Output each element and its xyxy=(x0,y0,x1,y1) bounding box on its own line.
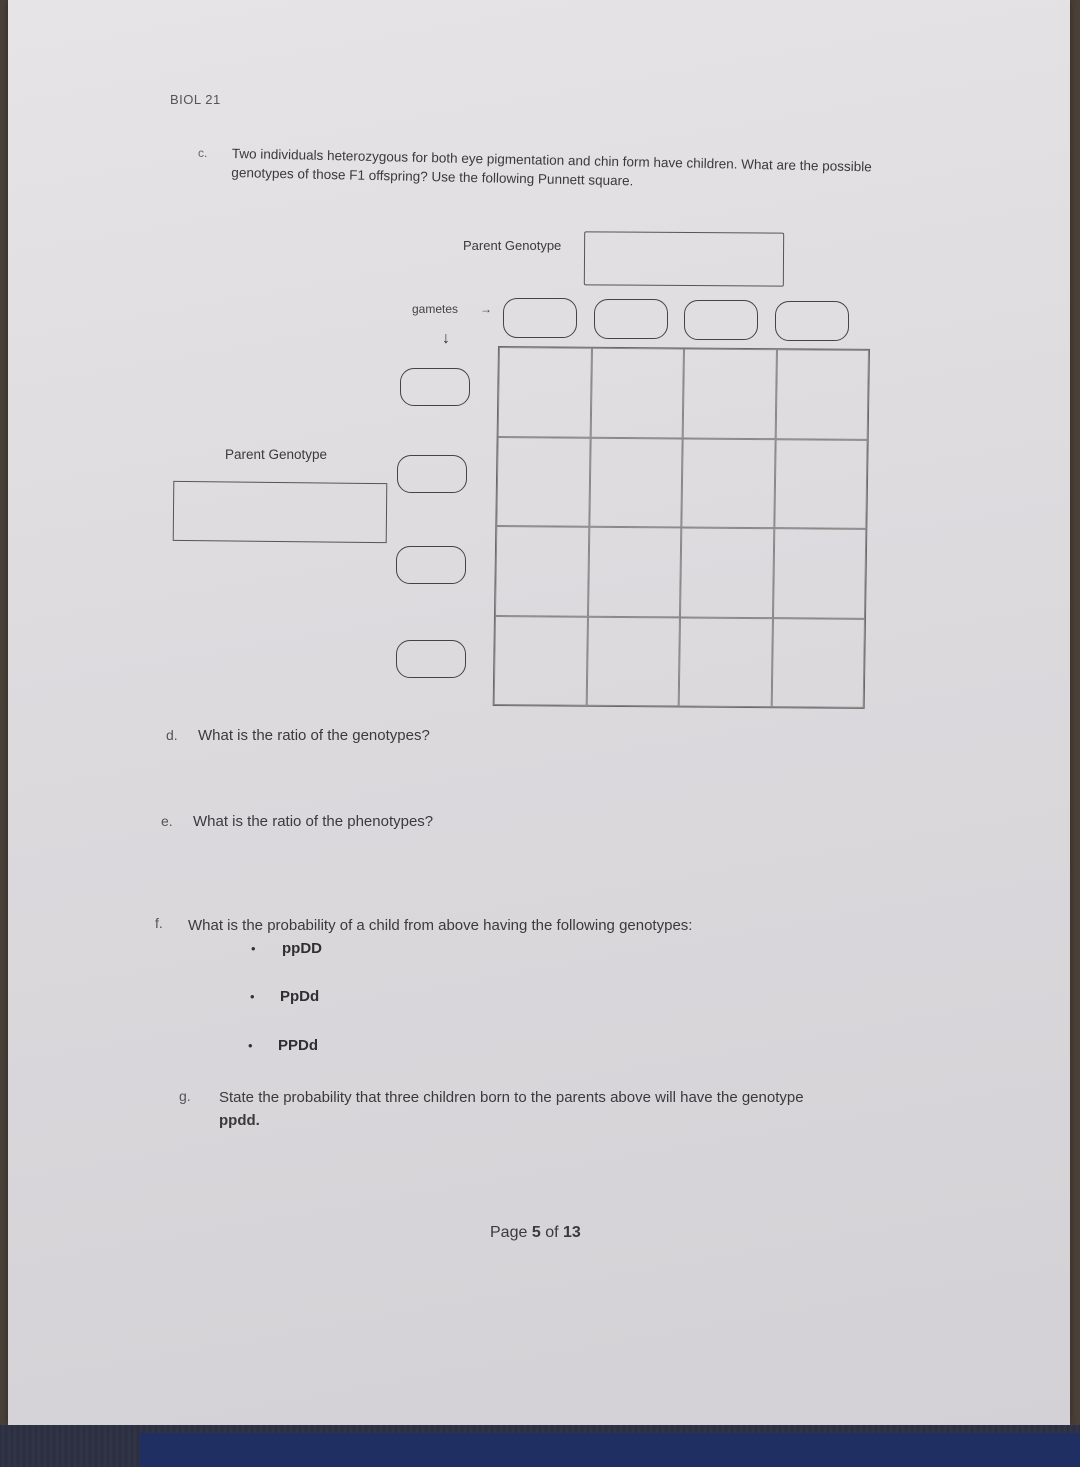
bullet-2-genotype: PpDd xyxy=(280,988,320,1005)
question-c-letter: c. xyxy=(198,146,208,160)
punnett-cell xyxy=(494,615,588,705)
top-gamete-box-3 xyxy=(684,300,758,340)
bullet-3-genotype: PPDd xyxy=(278,1037,319,1054)
worksheet-page xyxy=(8,0,1070,1425)
parent-genotype-left-label: Parent Genotype xyxy=(225,447,328,462)
left-gamete-box-3 xyxy=(396,546,466,584)
punnett-cell xyxy=(495,526,589,616)
footer-page-number: 5 xyxy=(531,1224,541,1241)
bullet-2-dot: • xyxy=(250,989,255,1004)
punnett-cell xyxy=(772,528,866,618)
punnett-cell xyxy=(680,527,774,617)
footer-page-word: Page xyxy=(490,1224,528,1241)
question-g-letter: g. xyxy=(179,1088,191,1104)
question-g-body: State the probability that three children born to the parents above will have the genotype xyxy=(219,1089,804,1106)
question-e-letter: e. xyxy=(161,813,173,829)
punnett-cell xyxy=(775,349,869,439)
course-header: BIOL 21 xyxy=(170,92,221,107)
question-c-text: Two individuals heterozygous for both eye pigmentation and chin form have children. What are the possible genotypes of those F1 offspring? Use the following Punnett square. xyxy=(231,145,872,189)
top-gamete-box-1 xyxy=(503,298,577,338)
question-e-text: What is the ratio of the phenotypes? xyxy=(193,813,434,830)
punnett-square xyxy=(493,346,870,709)
punnett-cell xyxy=(586,616,680,706)
arrow-down-icon: ↓ xyxy=(442,330,450,347)
question-f-text: What is the probability of a child from above having the following genotypes: xyxy=(188,917,693,934)
gametes-label: gametes xyxy=(412,302,459,316)
parent-genotype-left-box xyxy=(173,481,388,543)
punnett-cell xyxy=(589,437,683,527)
parent-genotype-top-label: Parent Genotype xyxy=(463,238,562,253)
left-gamete-box-1 xyxy=(400,368,470,406)
punnett-cell xyxy=(587,527,681,617)
question-f-letter: f. xyxy=(155,915,163,931)
punnett-cell xyxy=(683,348,777,438)
punnett-cell xyxy=(681,438,775,528)
bullet-1-dot: • xyxy=(251,941,256,956)
punnett-cell xyxy=(590,348,684,438)
punnett-cell xyxy=(771,618,865,708)
punnett-cell xyxy=(498,347,592,437)
punnett-cell xyxy=(496,437,590,527)
bullet-1-genotype: ppDD xyxy=(282,940,322,957)
background-blue-object xyxy=(140,1433,1080,1467)
question-d-text: What is the ratio of the genotypes? xyxy=(198,727,430,744)
punnett-cell xyxy=(679,617,773,707)
footer-of-word: of xyxy=(545,1224,559,1241)
top-gamete-box-2 xyxy=(594,299,668,339)
question-d-letter: d. xyxy=(166,727,178,743)
punnett-cell xyxy=(774,439,868,529)
background-floor xyxy=(0,1425,1080,1467)
left-gamete-box-4 xyxy=(396,640,466,678)
question-g-genotype: ppdd. xyxy=(219,1112,260,1129)
parent-genotype-top-box xyxy=(584,231,784,286)
bullet-3-dot: • xyxy=(248,1038,253,1053)
top-gamete-box-4 xyxy=(775,301,849,341)
left-gamete-box-2 xyxy=(397,455,467,493)
question-g-text xyxy=(219,1086,939,1132)
footer-total-pages: 13 xyxy=(562,1224,581,1241)
arrow-right-icon: → xyxy=(480,302,492,316)
page-footer xyxy=(490,1224,581,1242)
